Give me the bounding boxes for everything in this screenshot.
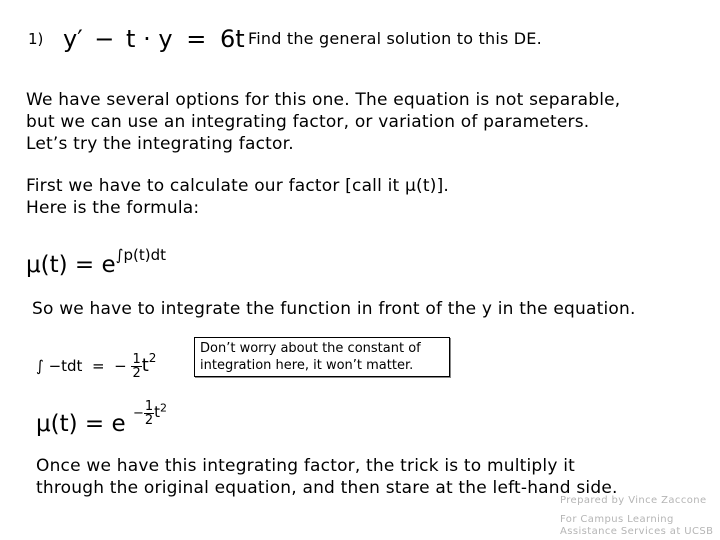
- mu-exp-power: 2: [160, 401, 168, 415]
- formula-lhs: μ(t) = e: [26, 252, 116, 278]
- equation-ty: t · y: [126, 25, 173, 53]
- intro-line-1: We have several options for this one. The equation is not separable,: [26, 90, 621, 110]
- credit-campus-learning: For Campus Learning: [560, 514, 674, 525]
- equation-equals: =: [186, 25, 207, 53]
- factor-intro-paragraph: [26, 175, 449, 219]
- integral-fraction-num: 1: [132, 352, 141, 367]
- equation-minus: −: [94, 25, 115, 53]
- mu-exp-num: 1: [144, 399, 154, 414]
- mu-exp-var: t: [154, 403, 161, 421]
- problem-instruction: Find the general solution to this DE.: [248, 29, 542, 48]
- integrate-instruction: So we have to integrate the function in front of the y in the equation.: [32, 299, 636, 319]
- integral-var: t: [141, 355, 149, 376]
- intro-line-2: but we can use an integrating factor, or variation of parameters.: [26, 112, 590, 132]
- mu-exp-minus: −: [132, 406, 144, 421]
- conclusion-line-1: Once we have this integrating factor, the trick is to multiply it: [36, 456, 576, 476]
- integral-equation: [36, 343, 156, 381]
- intro-line-3: Let’s try the integrating factor.: [26, 134, 294, 154]
- problem-equation: [63, 24, 245, 54]
- integral-lhs: ∫ −tdt = −: [36, 357, 127, 375]
- mu-result-exponent: [133, 400, 167, 427]
- integral-fraction: [131, 353, 141, 380]
- mu-exp-den: 2: [144, 413, 154, 428]
- mu-result-lhs: μ(t) = e: [36, 411, 126, 437]
- equation-rhs: 6t: [219, 25, 245, 53]
- conclusion-line-2: through the original equation, and then stare at the left-hand side.: [36, 478, 618, 498]
- factor-intro-line-1: First we have to calculate our factor [call it μ(t)].: [26, 176, 450, 196]
- formula-exponent: ∫p(t)dt: [115, 246, 166, 264]
- credit-prepared-by: Prepared by Vince Zaccone: [560, 495, 707, 506]
- constant-note-text: Don’t worry about the constant of integration here, it won’t matter.: [200, 341, 421, 373]
- integrating-factor-formula: [26, 240, 166, 280]
- problem-number: 1): [28, 30, 44, 48]
- constant-note-box: [194, 337, 450, 377]
- intro-paragraph: [26, 89, 620, 155]
- conclusion-paragraph: [36, 455, 618, 499]
- mu-result-equation: [36, 394, 167, 438]
- integral-power: 2: [148, 351, 157, 365]
- credit-assistance-services: Assistance Services at UCSB: [560, 526, 714, 537]
- equation-y-prime: y′: [63, 25, 83, 53]
- factor-intro-line-2: Here is the formula:: [26, 198, 200, 218]
- integral-fraction-den: 2: [132, 366, 141, 381]
